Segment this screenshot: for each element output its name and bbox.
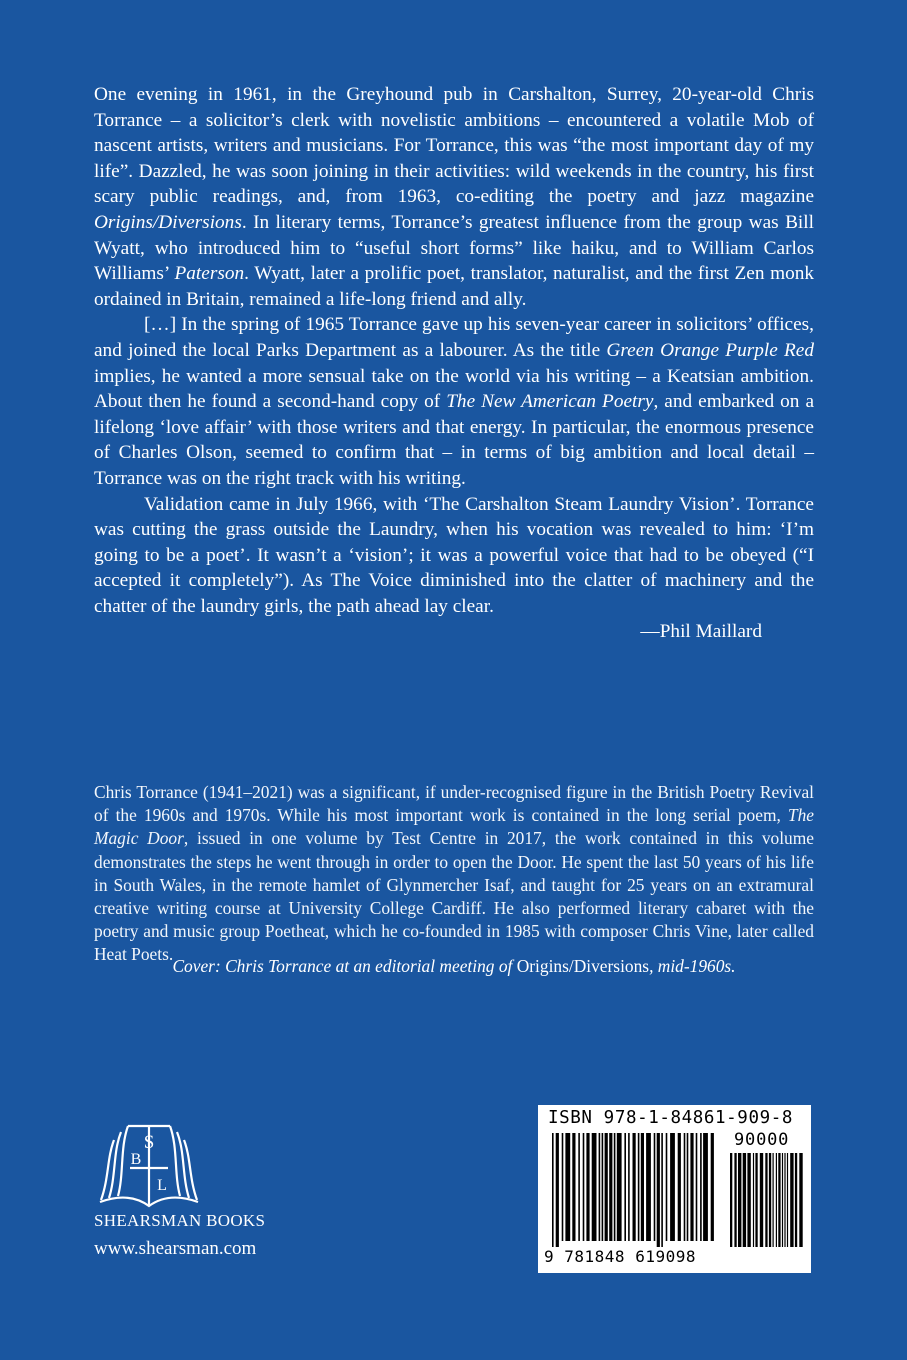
ean-number: 9 781848 619098 <box>544 1247 696 1266</box>
barcode-bar <box>734 1153 736 1247</box>
barcode-bar <box>609 1133 612 1241</box>
barcode-bar <box>661 1133 663 1247</box>
barcode-bar <box>666 1133 668 1241</box>
barcode-bar <box>617 1133 622 1241</box>
barcode-bar <box>641 1133 644 1241</box>
book-title-new-american-poetry: The New American Poetry <box>446 391 654 413</box>
price-code: 90000 <box>734 1130 790 1150</box>
barcode-bar <box>687 1133 689 1241</box>
barcode-bar <box>787 1153 788 1247</box>
barcode-bar <box>782 1153 783 1247</box>
barcode-bar <box>799 1153 802 1247</box>
cover-credit: Cover: Chris Torrance at an editorial meeting of Origins/Diversions, mid-1960s. <box>172 956 736 976</box>
barcode-bar <box>614 1133 616 1241</box>
svg-text:B: B <box>130 1151 142 1168</box>
barcode-bar <box>565 1133 570 1241</box>
barcode-bar <box>755 1153 757 1247</box>
isbn-barcode <box>538 1105 811 1273</box>
barcode-bar <box>638 1133 640 1241</box>
barcode-bar <box>578 1133 580 1241</box>
barcode-bar <box>592 1133 597 1241</box>
barcode-bar <box>552 1133 554 1247</box>
barcode-bar <box>654 1133 656 1241</box>
barcode-bar <box>562 1133 564 1241</box>
author-bio: Chris Torrance (1941–2021) was a significant, if under-recognised figure in the British Poetry Revival of the 1960s and 1970s. While his most important work is contained in the long serial poem, The Magic Door, issued in one volume by Test Centre in 2017, the work contained in this volume demonstrates the steps he went through in order to open the Door. He spent the last 50 years of his life in South Wales, in the remote hamlet of Glynmercher Isaf, and taught for 25 years on an extramural creative writing course at University College Cardiff. He also performed literary cabaret with the poetry and music group Poetheat, which he co-founded in 1985 with composer Chris Vine, later called Heat Poets. <box>94 782 814 965</box>
blurb-paragraph-2: […] In the spring of 1965 Torrance gave up his seven-year career in solicitors’ offices, and joined the local Parks Department as a labourer. As the title Green Orange Purple Red implies, he wanted a more sensual take on the world via his writing – a Keatsian ambition. About then he found a second-hand copy of The New American Poetry, and embarked on a lifelong ‘love affair’ with those writers and that energy. In particular, the enormous presence of Charles Olson, seemed to confirm that – in terms of big ambition and local detail – Torrance was on the right track with his writing. <box>94 314 815 489</box>
barcode-bar <box>572 1133 575 1241</box>
barcode-bar <box>583 1133 585 1241</box>
barcode-bar <box>703 1133 708 1241</box>
barcode-bar <box>684 1133 686 1241</box>
isbn-label: ISBN 978-1-84861-909-8 <box>548 1108 793 1128</box>
shearsman-book-icon <box>94 1118 204 1210</box>
barcode-bar <box>776 1153 777 1247</box>
blurb-attribution: —Phil Maillard <box>640 621 762 643</box>
barcode-bar <box>730 1153 732 1247</box>
barcode-bar <box>628 1133 630 1241</box>
blurb-paragraph-3: Validation came in July 1966, with ‘The Carshalton Steam Laundry Vision’. Torrance was cutting the grass outside the Laundry, when his vocation was revealed to him: ‘I’m going to be a poet’. It wasn’t a ‘vision’; it was a powerful voice that had to be obeyed (“I accepted it completely”). As The Voice diminished into the clatter of machinery and the chatter of the laundry girls, the path ahead lay clear. <box>94 493 814 617</box>
blurb-paragraph-1: One evening in 1961, in the Greyhound pub in Carshalton, Surrey, 20-year-old Chris Torrance – a solicitor’s clerk with novelistic ambitions – encountered a volatile Mob of nascent artists, writers and musicians. For Torrance, this was “the most important day of my life”. Dazzled, he was soon joining in their activities: wild weekends in the country, his first scary public readings, and, from 1963, co-editing the poetry and jazz magazine Origins/Diversions. In literary terms, Torrance’s greatest influence from the group was Bill Wyatt, who introduced him to “useful short forms” like haiku, and to William Carlos Williams’ Paterson. Wyatt, later a prolific poet, translator, naturalist, and the first Zen monk ordained in Britain, remained a life-long friend and ally. <box>94 84 814 310</box>
barcode-bar <box>760 1153 763 1247</box>
barcode-bar <box>633 1133 636 1241</box>
back-cover-blurb <box>94 82 814 645</box>
barcode-bar <box>678 1133 681 1241</box>
barcode-bar <box>599 1133 601 1241</box>
barcode-bar <box>790 1153 793 1247</box>
barcode-bar <box>765 1153 767 1247</box>
publisher-name: SHEARSMAN BOOKS <box>94 1211 266 1230</box>
barcode-bar <box>690 1133 693 1241</box>
barcode-bar <box>605 1133 608 1241</box>
barcode-bar <box>556 1133 559 1247</box>
barcode-bar <box>586 1133 589 1241</box>
magazine-title: Origins/Diversions <box>94 211 242 233</box>
barcode-bar <box>747 1153 750 1247</box>
book-title-magic-door: The Magic Door <box>94 805 814 849</box>
barcode-bar <box>696 1133 698 1241</box>
barcode-bar <box>784 1153 785 1247</box>
svg-text:S: S <box>143 1132 155 1153</box>
barcode-bar <box>795 1153 797 1247</box>
barcode-bar <box>700 1133 702 1241</box>
barcode-bar <box>753 1153 754 1247</box>
publisher-website: www.shearsman.com <box>94 1238 257 1259</box>
barcode-bar <box>670 1133 675 1241</box>
book-title-green-orange: Green Orange Purple Red <box>606 339 814 361</box>
barcode-bar <box>602 1133 604 1241</box>
barcode-bar <box>738 1153 741 1247</box>
barcode-bar <box>743 1153 746 1247</box>
barcode-bar <box>711 1133 714 1241</box>
book-title-paterson: Paterson <box>174 263 245 285</box>
publisher-logo <box>94 1118 294 1210</box>
barcode-bar <box>773 1153 774 1247</box>
barcode-bar <box>657 1133 660 1247</box>
barcode-bar <box>624 1133 626 1241</box>
barcode-bar <box>646 1133 651 1241</box>
barcode-bar <box>769 1153 771 1247</box>
barcode-bar <box>778 1153 780 1247</box>
svg-text:L: L <box>157 1177 167 1194</box>
